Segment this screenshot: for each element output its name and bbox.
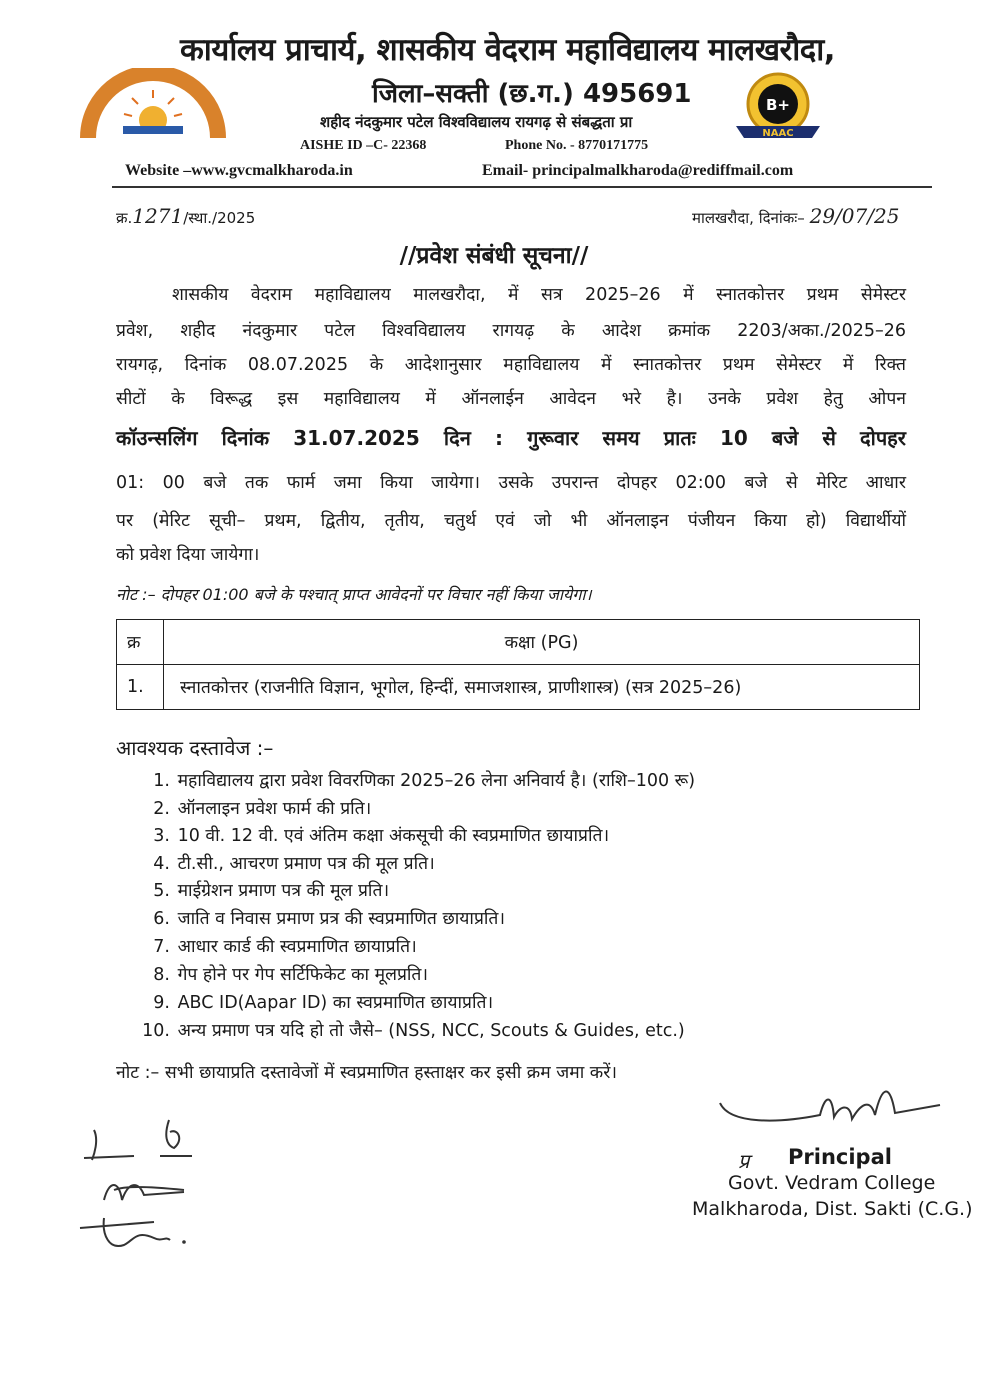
email-link[interactable]: Email- principalmalkharoda@rediffmail.com xyxy=(482,162,794,179)
list-item: 9. ABC ID(Aapar ID) का स्वप्रमाणित छायाप्रति। xyxy=(153,993,494,1013)
deadline-note: नोट :– दोपहर 01:00 बजे के पश्चात् प्राप्त आवेदनों पर विचार नहीं किया जायेगा। xyxy=(116,585,592,604)
notice-heading: //प्रवेश संबंधी सूचना// xyxy=(399,243,589,269)
table-header-row xyxy=(117,620,920,665)
class-table xyxy=(116,619,920,710)
ref-number: 1271 xyxy=(132,204,184,228)
date-label: मालखरौदा, दिनांकः– xyxy=(692,209,805,227)
affiliation-line: शहीद नंदकुमार पटेल विश्वविद्यालय रायगढ़ से संबद्धता प्रा xyxy=(320,113,633,131)
ref-prefix: क्र. xyxy=(116,209,133,227)
list-item: 5. माईग्रेशन प्रमाण पत्र की मूल प्रति। xyxy=(153,881,390,901)
table-cell-class: स्नातकोत्तर (राजनीति विज्ञान, भूगोल, हिन्दीं, समाजशास्त्र, प्राणीशास्त्र) (सत्र 2025–26) xyxy=(164,665,920,710)
table-header-class: कक्षा (PG) xyxy=(164,620,920,665)
reference-number xyxy=(116,204,255,228)
list-item: 8. गेप होने पर गेप सर्टिफिकेट का मूलप्रति। xyxy=(153,965,429,985)
office-title: कार्यालय प्राचार्य, शासकीय वेदराम महाविद्यालय मालखरौदा, xyxy=(180,32,836,68)
list-item: 4. टी.सी., आचरण प्रमाण पत्र की मूल प्रति। xyxy=(153,854,435,874)
list-item: 6. जाति व निवास प्रमाण प्रत्र की स्वप्रमाणित छायाप्रति। xyxy=(153,909,506,929)
body-line: सीटों के विरूद्ध इस महाविद्यालय में ऑनलाईन आवेदन भरे है। उनके प्रवेश हेतु ओपन xyxy=(116,389,906,409)
body-line: प्रवेश, शहीद नंदकुमार पटेल विश्वविद्यालय रागयढ़ के आदेश क्रमांक 2203/अका./2025–26 xyxy=(116,321,906,341)
college-name: Govt. Vedram College xyxy=(728,1172,936,1194)
phone-number: Phone No. - 8770171775 xyxy=(505,138,649,153)
principal-signature xyxy=(700,1075,960,1145)
body-line: पर (मेरिट सूची– प्रथम, द्वितीय, तृतीय, चतुर्थ एवं जो भी ऑनलाइन पंजीयन किया हो) विद्यार्थीयों xyxy=(116,511,906,531)
ref-suffix: /स्था./2025 xyxy=(183,209,256,227)
principal-title: Principal xyxy=(788,1145,892,1169)
list-item: 1. महाविद्यालय द्वारा प्रवेश विवरणिका 2025–26 लेना अनिवार्य है। (राशि–100 रू) xyxy=(153,771,696,791)
list-item: 7. आधार कार्ड की स्वप्रमाणित छायाप्रति। xyxy=(153,937,417,957)
body-line: रायगढ़, दिनांक 08.07.2025 के आदेशानुसार महाविद्यालय में स्नातकोत्तर प्रथम सेमेस्टर में रिक्त xyxy=(116,355,906,375)
website-link[interactable]: Website –www.gvcmalkharoda.in xyxy=(125,162,353,179)
list-item: 2. ऑनलाइन प्रवेश फार्म की प्रति। xyxy=(153,799,372,819)
staff-initials xyxy=(74,1110,224,1260)
table-row xyxy=(117,665,920,710)
aishe-id: AISHE ID –C- 22368 xyxy=(300,138,427,153)
body-line: 01: 00 बजे तक फार्म जमा किया जायेगा। उसके उपरान्त दोपहर 02:00 बजे से मेरिट आधार xyxy=(116,473,906,493)
naac-badge xyxy=(728,68,828,146)
naac-grade: B+ xyxy=(765,96,791,114)
issue-date xyxy=(692,204,899,228)
principal-prefix: प्र xyxy=(738,1149,750,1173)
list-item: 10. अन्य प्रमाण पत्र यदि हो तो जैसे– (NSS, NCC, Scouts & Guides, etc.) xyxy=(142,1021,685,1041)
body-line: कॉउन्सलिंग दिनांक 31.07.2025 दिन : गुरूवार समय प्रातः 10 बजे से दोपहर xyxy=(116,426,906,450)
naac-label: NAAC xyxy=(762,128,794,139)
table-cell-serial: 1. xyxy=(117,665,164,710)
body-line: को प्रवेश दिया जायेगा। xyxy=(116,545,260,565)
documents-title: आवश्यक दस्तावेज :– xyxy=(116,736,274,760)
date-value: 29/07/25 xyxy=(809,204,900,228)
district-line: जिला–सक्ती (छ.ग.) 495691 xyxy=(372,79,692,109)
body-line: शासकीय वेदराम महाविद्यालय मालखरौदा, में सत्र 2025–26 में स्नातकोत्तर प्रथम सेमेस्टर xyxy=(172,285,906,305)
college-logo xyxy=(78,68,228,140)
table-header-serial: क्र xyxy=(117,620,164,665)
college-place: Malkharoda, Dist. Sakti (C.G.) xyxy=(692,1198,973,1220)
list-item: 3. 10 वी. 12 वी. एवं अंतिम कक्षा अंकसूची की स्वप्रमाणित छायाप्रति। xyxy=(153,826,610,846)
attestation-note: नोट :– सभी छायाप्रति दस्तावेजों में स्वप्रमाणित हस्ताक्षर कर इसी क्रम जमा करें। xyxy=(116,1063,618,1083)
header-divider xyxy=(112,186,932,188)
